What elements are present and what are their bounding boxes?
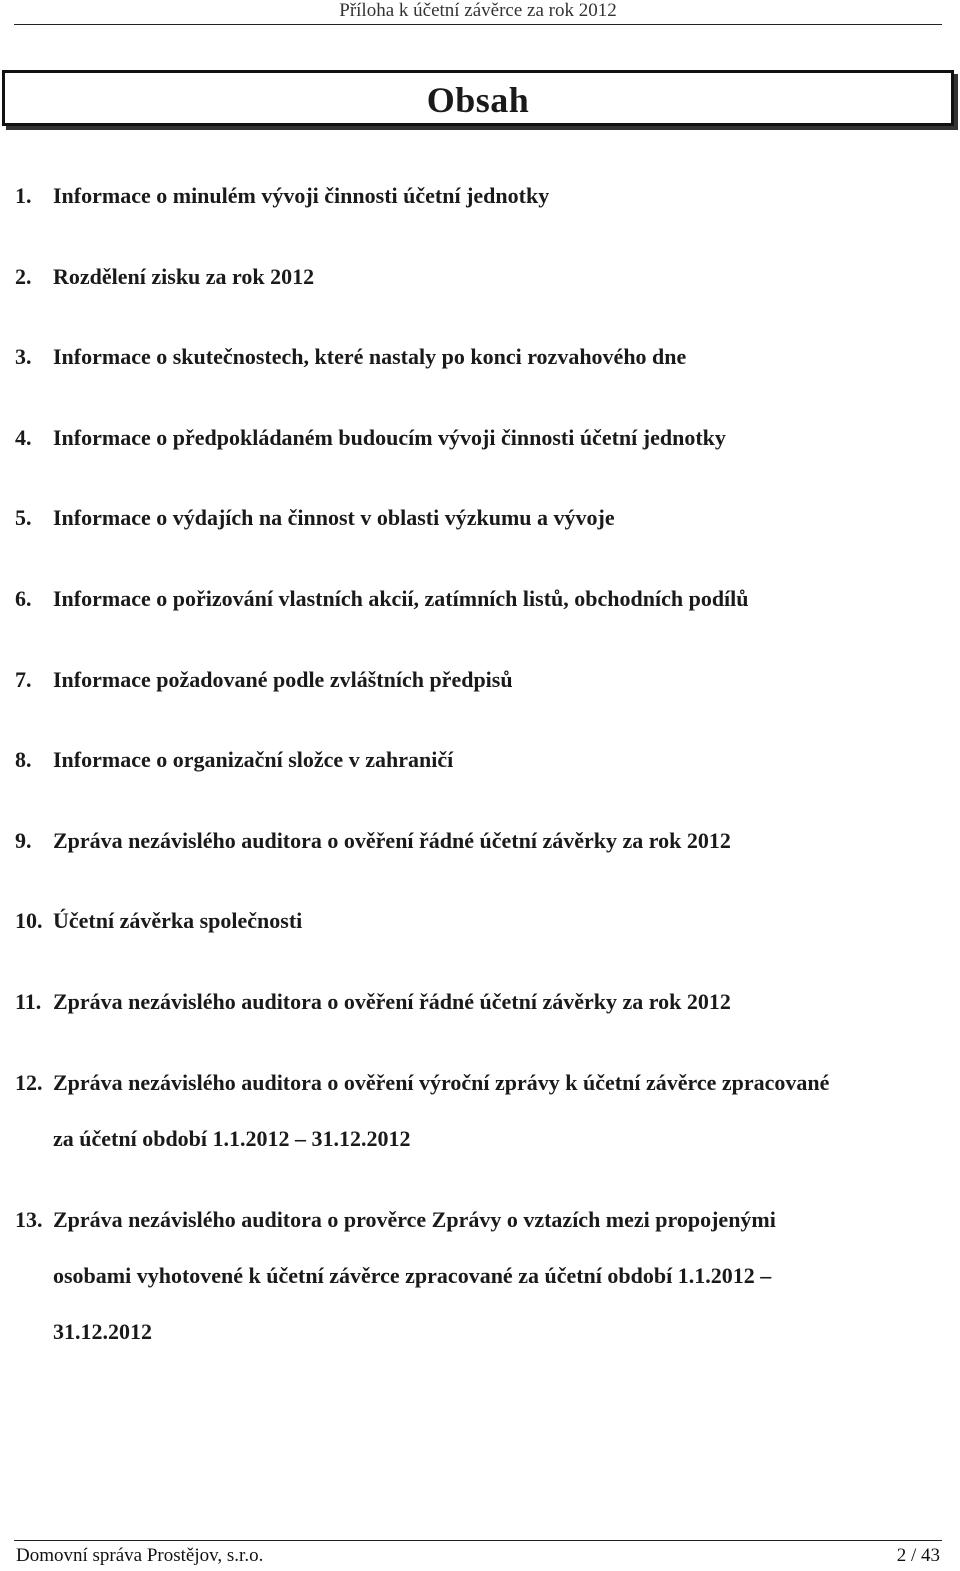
toc-item-5 — [15, 490, 930, 546]
toc-text: Účetní závěrka společnosti — [53, 908, 303, 933]
toc-number: 13. — [15, 1207, 43, 1232]
toc-item-2 — [15, 249, 930, 305]
toc-item-3 — [15, 329, 930, 385]
toc-item-9 — [15, 813, 930, 869]
toc-text: Informace požadované podle zvláštních předpisů — [53, 667, 513, 692]
page-footer — [14, 1540, 942, 1571]
toc-item-8 — [15, 732, 930, 788]
toc-text-continuation: 31.12.2012 — [53, 1319, 152, 1344]
toc-item-11 — [15, 974, 930, 1030]
toc-text: Informace o skutečnostech, které nastaly po konci rozvahového dne — [53, 344, 687, 369]
toc-text: Zpráva nezávislého auditora o ověření řádné účetní závěrky za rok 2012 — [53, 828, 731, 853]
toc-item-12 — [15, 1055, 930, 1167]
toc-number: 2. — [15, 264, 32, 289]
toc-number: 8. — [15, 747, 32, 772]
toc-text: Zpráva nezávislého auditora o ověření řádné účetní závěrky za rok 2012 — [53, 989, 731, 1014]
page-title: Obsah — [426, 80, 530, 120]
toc-text: Zpráva nezávislého auditora o ověření výroční zprávy k účetní závěrce zpracované — [53, 1070, 830, 1095]
page-header — [14, 0, 942, 25]
toc-number: 11. — [15, 989, 42, 1014]
toc-text: Zpráva nezávislého auditora o prověrce Zprávy o vztazích mezi propojenými — [53, 1207, 776, 1232]
toc-text: Informace o pořizování vlastních akcií, zatímních listů, obchodních podílů — [53, 586, 749, 611]
toc-item-1 — [15, 168, 930, 224]
toc-number: 3. — [15, 344, 32, 369]
toc-text-continuation: osobami vyhotovené k účetní závěrce zpracované za účetní období 1.1.2012 – — [53, 1263, 772, 1288]
toc-text: Informace o výdajích na činnost v oblasti výzkumu a vývoje — [53, 505, 615, 530]
toc-number: 12. — [15, 1070, 43, 1095]
toc-number: 6. — [15, 586, 32, 611]
toc-number: 10. — [15, 908, 43, 933]
header-text: Příloha k účetní závěrce za rok 2012 — [339, 0, 617, 21]
page-number: 2 / 43 — [896, 1545, 940, 1566]
toc-number: 5. — [15, 505, 32, 530]
toc-text: Informace o minulém vývoji činnosti účetní jednotky — [53, 183, 550, 208]
toc-number: 4. — [15, 425, 32, 450]
toc-item-10 — [15, 893, 930, 949]
toc-text: Informace o organizační složce v zahraničí — [53, 747, 454, 772]
toc-item-7 — [15, 652, 930, 708]
toc-item-6 — [15, 571, 930, 627]
toc-text: Rozdělení zisku za rok 2012 — [53, 264, 315, 289]
toc-number: 1. — [15, 183, 32, 208]
toc-text-continuation: za účetní období 1.1.2012 – 31.12.2012 — [53, 1126, 411, 1151]
footer-company: Domovní správa Prostějov, s.r.o. — [16, 1545, 264, 1566]
toc-number: 7. — [15, 667, 32, 692]
contents-title-box — [2, 70, 954, 126]
toc-text: Informace o předpokládaném budoucím vývoji činnosti účetní jednotky — [53, 425, 726, 450]
toc-item-4 — [15, 410, 930, 466]
toc-item-13 — [15, 1192, 930, 1360]
toc-number: 9. — [15, 828, 32, 853]
